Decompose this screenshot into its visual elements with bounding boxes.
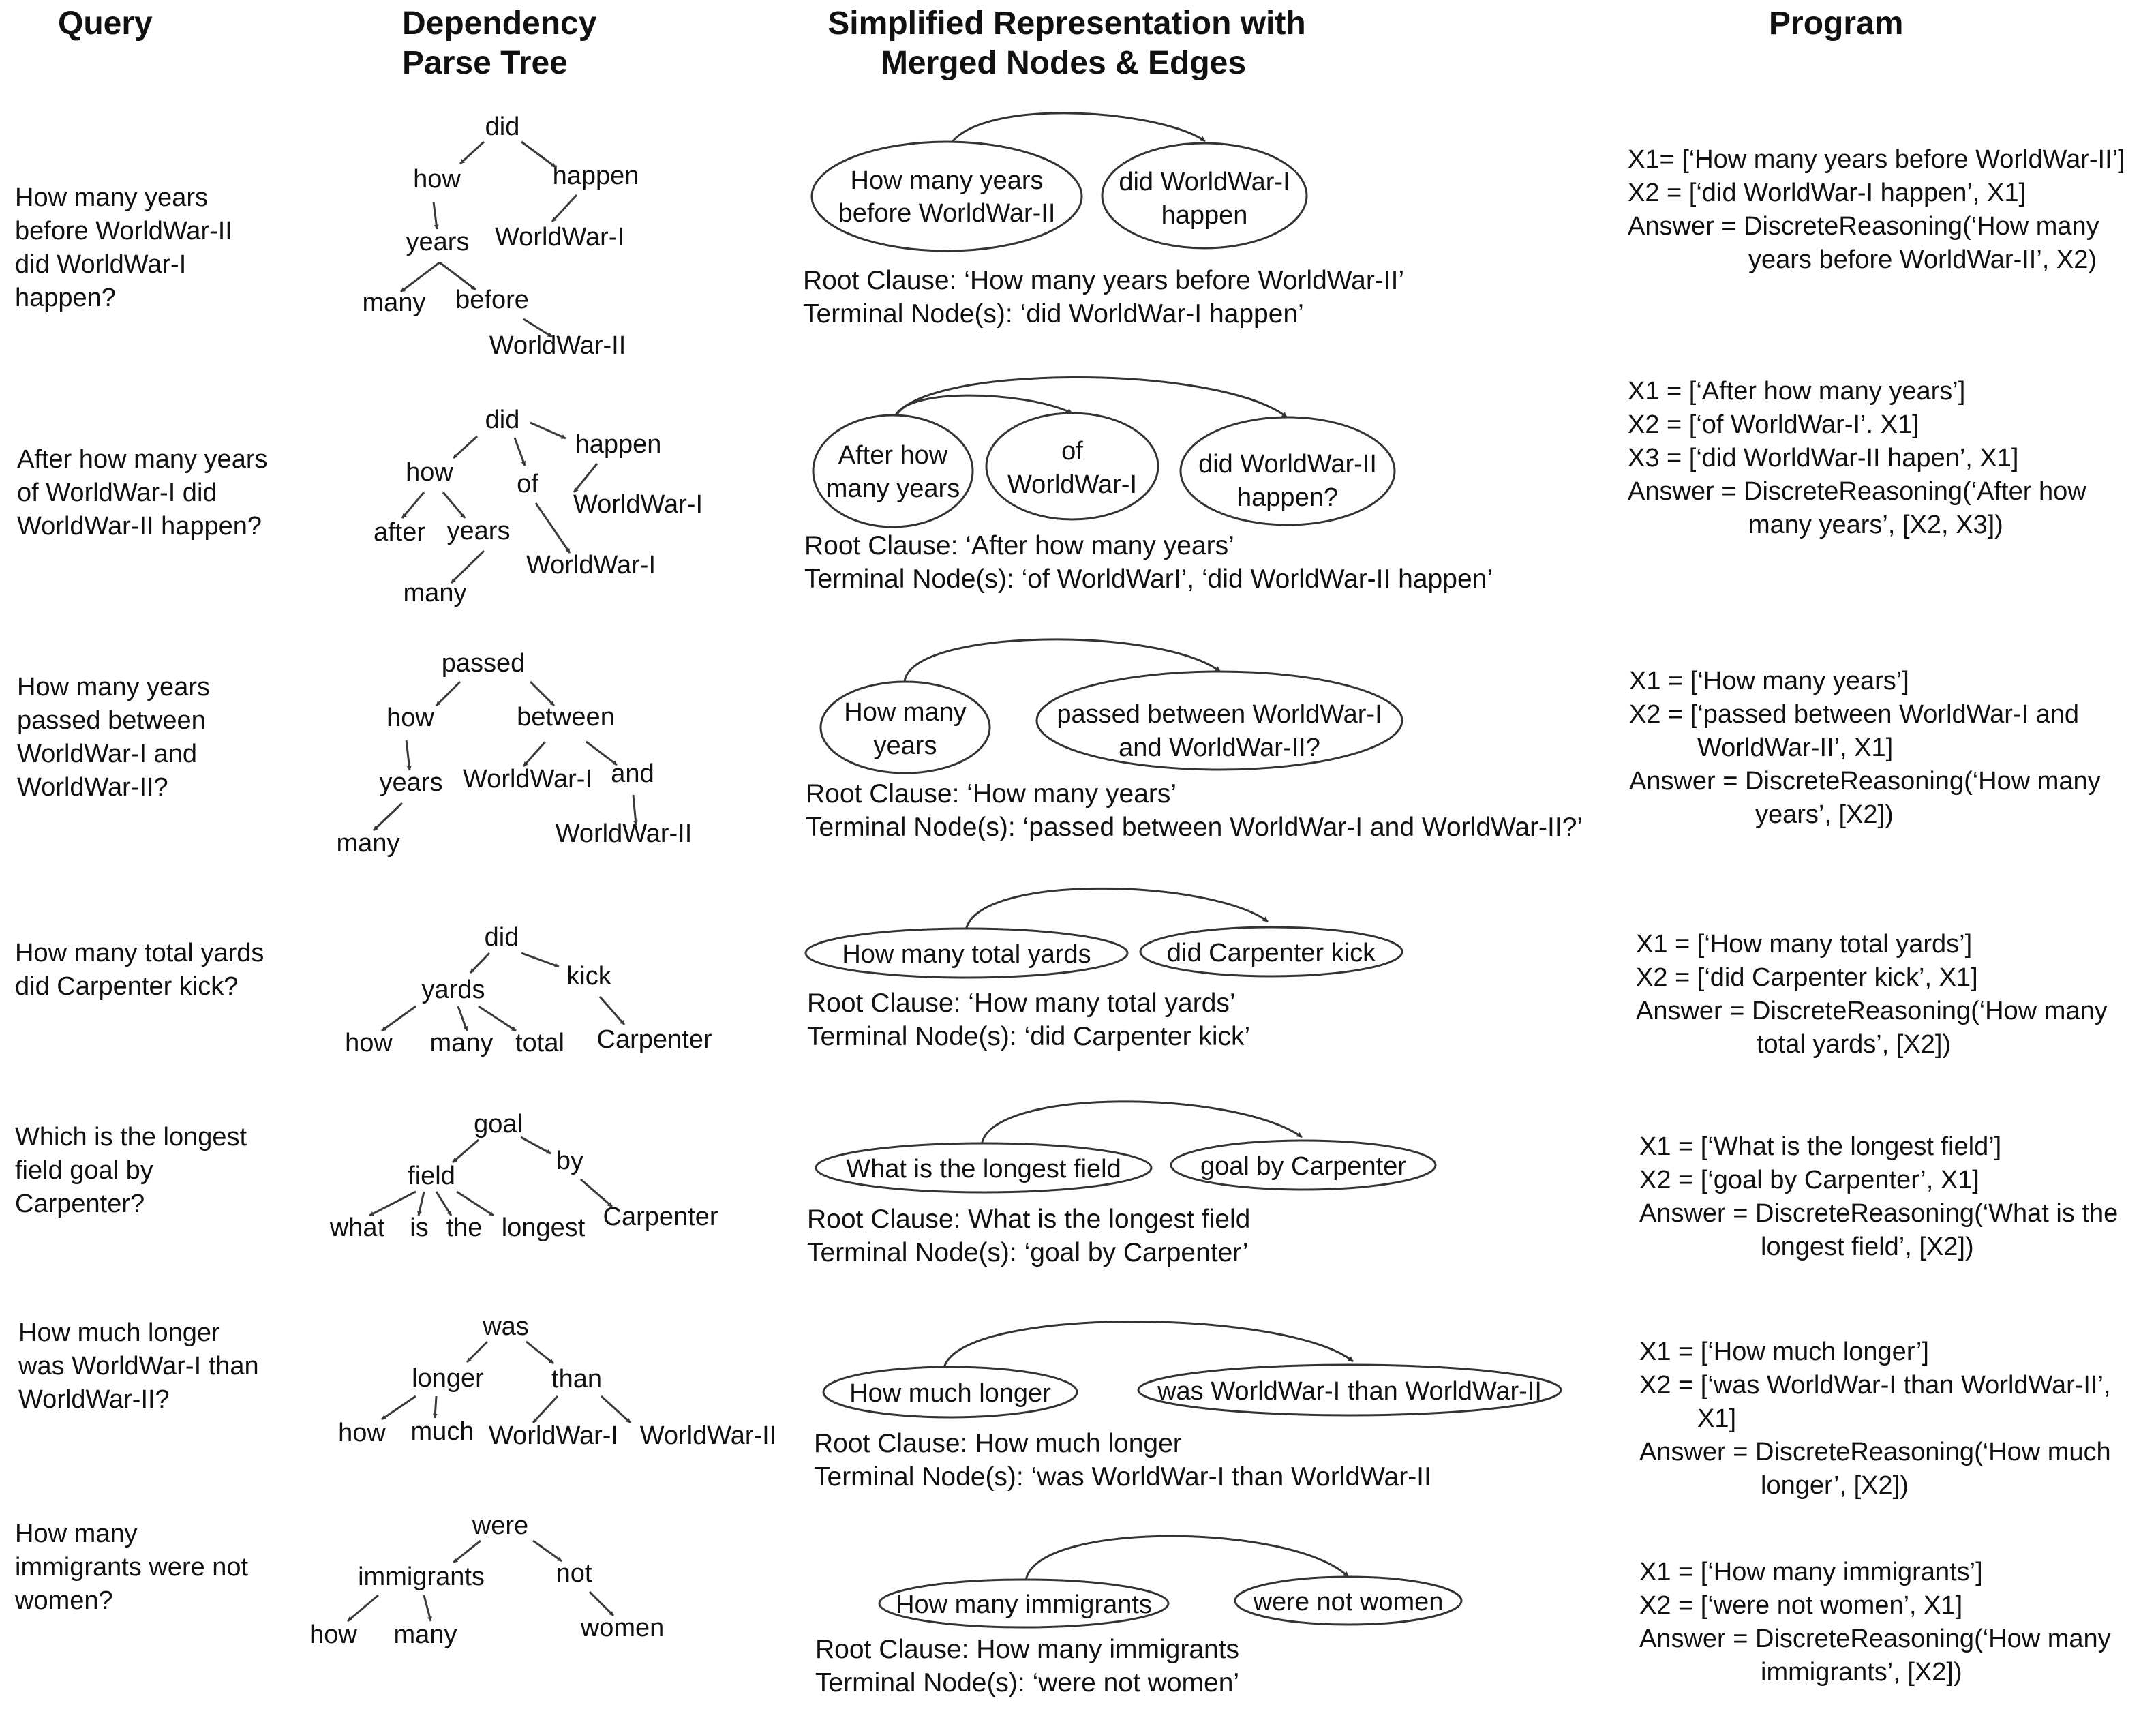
tree-word: how	[338, 1419, 386, 1447]
tree-edge	[600, 997, 624, 1025]
terminal-nodes-text: Terminal Node(s): ‘of WorldWarI’, ‘did WorldWar-II happen’	[804, 564, 1493, 594]
tree-word: goal	[474, 1110, 523, 1138]
query-line: happen?	[15, 284, 116, 312]
tree-word: happen	[552, 162, 639, 190]
node-label: How many total yards	[842, 940, 1091, 969]
tree-word: how	[406, 458, 453, 487]
tree-edge	[574, 464, 597, 492]
tree-edge	[536, 503, 570, 553]
query-text	[18, 1318, 259, 1414]
header-query: Query	[58, 5, 153, 42]
tree-word: many	[393, 1620, 457, 1649]
dependency-parse-tree	[374, 406, 703, 607]
tree-word: of	[517, 470, 538, 498]
tree-word: between	[517, 703, 615, 731]
query-line: How many years	[15, 183, 208, 212]
tree-word: the	[446, 1213, 483, 1242]
tree-edge	[526, 1342, 553, 1363]
tree-edge	[424, 1595, 431, 1621]
tree-word: WorldWar-I	[489, 1421, 618, 1450]
node-label: What is the longest field	[846, 1155, 1121, 1183]
node-label: did WorldWar-I	[1119, 168, 1290, 196]
query-line: How much longer	[18, 1318, 220, 1347]
tree-edge	[457, 1192, 494, 1216]
tree-word: what	[329, 1213, 385, 1242]
node-label: and WorldWar-II?	[1119, 734, 1320, 762]
tree-edge	[453, 1541, 481, 1563]
tree-word: after	[373, 518, 426, 547]
program-text	[1639, 1558, 2111, 1687]
tree-word: how	[345, 1029, 393, 1057]
tree-edge	[521, 1137, 551, 1153]
program-text	[1639, 1338, 2111, 1500]
query-line: was WorldWar-I than	[18, 1352, 259, 1380]
tree-edge	[434, 202, 437, 229]
program-line: X2 = [‘was WorldWar-I than WorldWar-II’,	[1639, 1371, 2111, 1400]
tree-word: immigrants	[358, 1563, 485, 1591]
tree-word: WorldWar-II	[489, 331, 626, 360]
node-label: How much longer	[849, 1379, 1051, 1408]
merged-edge	[1026, 1536, 1348, 1580]
tree-word: WorldWar-I	[573, 490, 703, 519]
program-line: X2 = [‘goal by Carpenter’, X1]	[1639, 1166, 1979, 1194]
query-text	[14, 1520, 249, 1615]
tree-word: passed	[441, 649, 526, 678]
program-line: X1 = [‘How many total yards’]	[1636, 930, 1973, 959]
tree-word: WorldWar-II	[555, 819, 693, 848]
dependency-parse-tree	[329, 1110, 718, 1242]
query-line: WorldWar-II?	[18, 1385, 170, 1414]
tree-edge	[530, 423, 566, 438]
node-label: goal by Carpenter	[1200, 1152, 1407, 1181]
tree-edge	[515, 438, 525, 466]
program-line: X1]	[1697, 1404, 1737, 1433]
tree-edge	[348, 1595, 378, 1621]
simplified-representation	[807, 1102, 1436, 1267]
tree-edge	[533, 1396, 558, 1423]
column-headers	[58, 5, 1903, 81]
tree-word: WorldWar-I	[526, 551, 656, 579]
row-6	[18, 1312, 2111, 1500]
simplified-representation	[803, 113, 1404, 329]
terminal-nodes-text: Terminal Node(s): ‘did Carpenter kick’	[807, 1022, 1251, 1051]
tree-word: WorldWar-I	[463, 765, 592, 794]
tree-word: much	[410, 1417, 474, 1446]
tree-edge	[467, 1342, 487, 1362]
tree-word: WorldWar-II	[639, 1421, 777, 1450]
node-label: After how	[838, 441, 948, 470]
tree-edge	[436, 1192, 451, 1216]
tree-edge	[552, 195, 577, 222]
tree-word: many	[362, 288, 426, 317]
tree-word: not	[556, 1559, 592, 1588]
program-line: X2 = [‘did Carpenter kick’, X1]	[1636, 963, 1978, 992]
tree-edge	[402, 492, 424, 518]
tree-word: Carpenter	[596, 1025, 712, 1054]
dependency-parse-tree	[363, 112, 639, 360]
tree-edge	[436, 682, 460, 706]
program-line: X1 = [‘After how many years’]	[1628, 377, 1966, 406]
row-4	[15, 888, 2108, 1059]
query-line: of WorldWar-I did	[17, 479, 217, 507]
tree-word: by	[556, 1147, 584, 1175]
query-text	[17, 673, 210, 802]
tree-word: yards	[421, 976, 485, 1004]
query-line: passed between	[17, 706, 206, 735]
node-label: How many years	[850, 166, 1044, 195]
query-text	[15, 939, 264, 1001]
dependency-parse-tree	[337, 649, 693, 858]
query-line: women?	[15, 1586, 113, 1615]
program-line: Answer = DiscreteReasoning(‘How many	[1639, 1625, 2111, 1653]
tree-word: than	[551, 1365, 602, 1393]
merged-edge	[966, 888, 1268, 931]
root-clause-text: Root Clause: ‘How many years’	[806, 779, 1177, 809]
tree-word: many	[429, 1029, 494, 1057]
program-line: WorldWar-II’, X1]	[1697, 734, 1894, 762]
merged-node-terminal	[986, 413, 1158, 519]
tree-edge	[406, 740, 410, 770]
program-text	[1629, 667, 2101, 829]
program-line: X2 = [‘were not women’, X1]	[1639, 1591, 1963, 1620]
tree-edge	[586, 742, 617, 765]
row-7	[14, 1511, 2111, 1698]
program-text	[1639, 1132, 2118, 1261]
node-label: years	[873, 731, 937, 760]
tree-word: years	[446, 517, 511, 545]
header-simplified-line1: Simplified Representation with	[828, 5, 1306, 42]
root-clause-text: Root Clause: ‘After how many years’	[804, 531, 1234, 560]
tree-edge	[443, 492, 465, 518]
tree-edge	[453, 436, 477, 458]
tree-word: many	[403, 579, 467, 607]
program-line: X2 = [‘passed between WorldWar-I and	[1629, 700, 2080, 729]
header-simplified-line2: Merged Nodes & Edges	[880, 45, 1247, 81]
program-line: longest field’, [X2])	[1761, 1233, 1974, 1261]
program-line: years before WorldWar-II’, X2)	[1748, 245, 2097, 274]
merged-edge	[894, 377, 1287, 419]
tree-word: before	[455, 286, 529, 314]
tree-edge	[521, 953, 559, 967]
tree-word: how	[386, 704, 434, 732]
program-line: Answer = DiscreteReasoning(‘How many	[1628, 212, 2099, 241]
query-line: immigrants were not	[15, 1553, 249, 1582]
tree-edge	[401, 262, 440, 292]
tree-word: did	[484, 923, 519, 952]
merged-node-root	[813, 415, 973, 527]
tree-word: did	[485, 112, 520, 141]
node-label: WorldWar-I	[1007, 470, 1137, 499]
query-text	[15, 183, 232, 312]
node-label: were not women	[1253, 1588, 1444, 1616]
merged-node-root	[812, 142, 1082, 251]
query-line: How many	[15, 1520, 138, 1548]
root-clause-text: Root Clause: How much longer	[814, 1429, 1182, 1458]
node-label: passed between WorldWar-I	[1057, 700, 1382, 729]
node-label: How many immigrants	[896, 1590, 1152, 1619]
tree-edge	[601, 1396, 631, 1423]
terminal-nodes-text: Terminal Node(s): ‘was WorldWar-I than WorldWar-II	[814, 1462, 1431, 1492]
node-label: of	[1061, 437, 1083, 466]
terminal-nodes-text: Terminal Node(s): ‘did WorldWar-I happen’	[803, 299, 1304, 329]
tree-edge	[581, 1179, 612, 1207]
program-line: X1 = [‘How many immigrants’]	[1639, 1558, 1983, 1586]
simplified-representation	[804, 377, 1493, 594]
program-line: Answer = DiscreteReasoning(‘After how	[1628, 477, 2086, 506]
simplified-representation	[806, 639, 1583, 842]
program-line: Answer = DiscreteReasoning(‘How many	[1636, 997, 2108, 1025]
tree-word: did	[485, 406, 520, 434]
merged-edge	[944, 1321, 1353, 1368]
tree-edge	[374, 803, 402, 830]
tree-word: field	[408, 1162, 455, 1190]
query-line: before WorldWar-II	[15, 217, 232, 245]
program-line: immigrants’, [X2])	[1761, 1658, 1962, 1687]
terminal-nodes-text: Terminal Node(s): ‘passed between WorldWar-I and WorldWar-II?’	[806, 813, 1583, 842]
program-line: Answer = DiscreteReasoning(‘How much	[1639, 1438, 2111, 1466]
tree-word: years	[379, 768, 443, 797]
row-5	[15, 1102, 2118, 1267]
program-line: Answer = DiscreteReasoning(‘How many	[1629, 767, 2101, 796]
node-label: was WorldWar-I than WorldWar-II	[1157, 1377, 1542, 1406]
header-program: Program	[1769, 5, 1904, 42]
row-1	[15, 112, 2125, 360]
query-line: WorldWar-I and	[17, 740, 197, 768]
query-text	[17, 445, 267, 541]
root-clause-text: Root Clause: What is the longest field	[807, 1205, 1251, 1234]
dependency-parse-tree	[309, 1511, 664, 1649]
tree-word: women	[580, 1614, 665, 1642]
tree-word: longest	[501, 1213, 586, 1242]
tree-edge	[453, 1140, 479, 1162]
simplified-representation	[815, 1536, 1461, 1698]
root-clause-text: Root Clause: ‘How many total yards’	[807, 989, 1236, 1018]
query-line: did WorldWar-I	[15, 250, 187, 279]
program-line: longer’, [X2])	[1761, 1471, 1909, 1500]
query-line: WorldWar-II?	[17, 773, 168, 802]
root-clause-text: Root Clause: ‘How many years before WorldWar-II’	[803, 266, 1405, 295]
query-line: did Carpenter kick?	[15, 972, 239, 1001]
tree-edge	[530, 682, 554, 706]
node-label: happen	[1161, 201, 1248, 230]
header-parse-tree-line1: Dependency	[402, 5, 597, 42]
dependency-parse-tree	[338, 1312, 776, 1450]
tree-word: Carpenter	[603, 1203, 718, 1231]
tree-edge	[470, 953, 489, 973]
tree-edge	[458, 1006, 467, 1031]
query-line: Which is the longest	[15, 1123, 247, 1151]
terminal-nodes-text: Terminal Node(s): ‘were not women’	[815, 1668, 1240, 1698]
tree-edge	[590, 1592, 613, 1616]
program-line: X2 = [‘of WorldWar-I’. X1]	[1628, 410, 1919, 439]
root-clause-text: Root Clause: How many immigrants	[815, 1635, 1240, 1664]
tree-edge	[479, 1006, 516, 1031]
row-2	[17, 377, 2086, 607]
query-line: Carpenter?	[15, 1190, 145, 1218]
node-label: before WorldWar-II	[838, 199, 1056, 228]
program-line: X1 = [‘What is the longest field’]	[1639, 1132, 2002, 1161]
query-line: field goal by	[15, 1156, 153, 1185]
node-label: How many	[844, 698, 967, 727]
query-text	[15, 1123, 247, 1218]
tree-word: years	[406, 228, 470, 256]
tree-word: happen	[575, 430, 662, 459]
program-line: X1= [‘How many years before WorldWar-II’]	[1628, 145, 2125, 174]
terminal-nodes-text: Terminal Node(s): ‘goal by Carpenter’	[807, 1238, 1249, 1267]
tree-word: was	[483, 1312, 529, 1341]
tree-word: were	[472, 1511, 529, 1540]
tree-edge	[523, 742, 545, 766]
tree-word: longer	[412, 1364, 484, 1393]
query-line: How many total yards	[15, 939, 264, 967]
tree-edge	[451, 551, 484, 583]
tree-edge	[460, 142, 484, 164]
node-label: did WorldWar-II	[1198, 450, 1377, 479]
program-line: X2 = [‘did WorldWar-I happen’, X1]	[1628, 179, 2026, 207]
tree-word: total	[515, 1029, 564, 1057]
header-parse-tree-line2: Parse Tree	[402, 45, 568, 81]
tree-word: is	[410, 1213, 429, 1242]
program-line: X1 = [‘How many years’]	[1629, 667, 1909, 695]
program-line: total yards’, [X2])	[1757, 1030, 1952, 1059]
row-3	[17, 639, 2101, 858]
program-text	[1628, 145, 2125, 274]
tree-edge	[419, 1192, 424, 1216]
merged-edge	[982, 1102, 1302, 1145]
program-line: years’, [X2])	[1755, 800, 1894, 829]
tree-word: how	[413, 165, 461, 194]
program-text	[1636, 930, 2108, 1059]
node-label: many years	[825, 474, 960, 503]
tree-word: and	[611, 759, 654, 788]
tree-edge	[382, 1396, 416, 1419]
tree-word: many	[336, 829, 400, 858]
query-line: How many years	[17, 673, 210, 701]
program-line: Answer = DiscreteReasoning(‘What is the	[1639, 1199, 2119, 1228]
program-line: X3 = [‘did WorldWar-II hapen’, X1]	[1628, 444, 2019, 472]
program-line: many years’, [X2, X3])	[1748, 511, 2003, 539]
program-text	[1628, 377, 2086, 539]
tree-word: kick	[566, 962, 611, 991]
simplified-representation	[806, 888, 1402, 1051]
tree-edge	[369, 1192, 416, 1216]
query-line: WorldWar-II happen?	[17, 512, 262, 541]
tree-edge	[382, 1006, 416, 1031]
node-label: happen?	[1237, 483, 1338, 512]
tree-edge	[521, 142, 556, 167]
tree-word: how	[309, 1620, 357, 1649]
tree-edge	[435, 1396, 436, 1418]
tree-edge	[533, 1541, 562, 1561]
dependency-parse-tree	[345, 923, 712, 1057]
node-label: did Carpenter kick	[1166, 939, 1376, 967]
simplified-representation	[814, 1321, 1561, 1492]
tree-word: WorldWar-I	[495, 223, 624, 252]
program-line: X1 = [‘How much longer’]	[1639, 1338, 1929, 1366]
query-line: After how many years	[17, 445, 268, 474]
